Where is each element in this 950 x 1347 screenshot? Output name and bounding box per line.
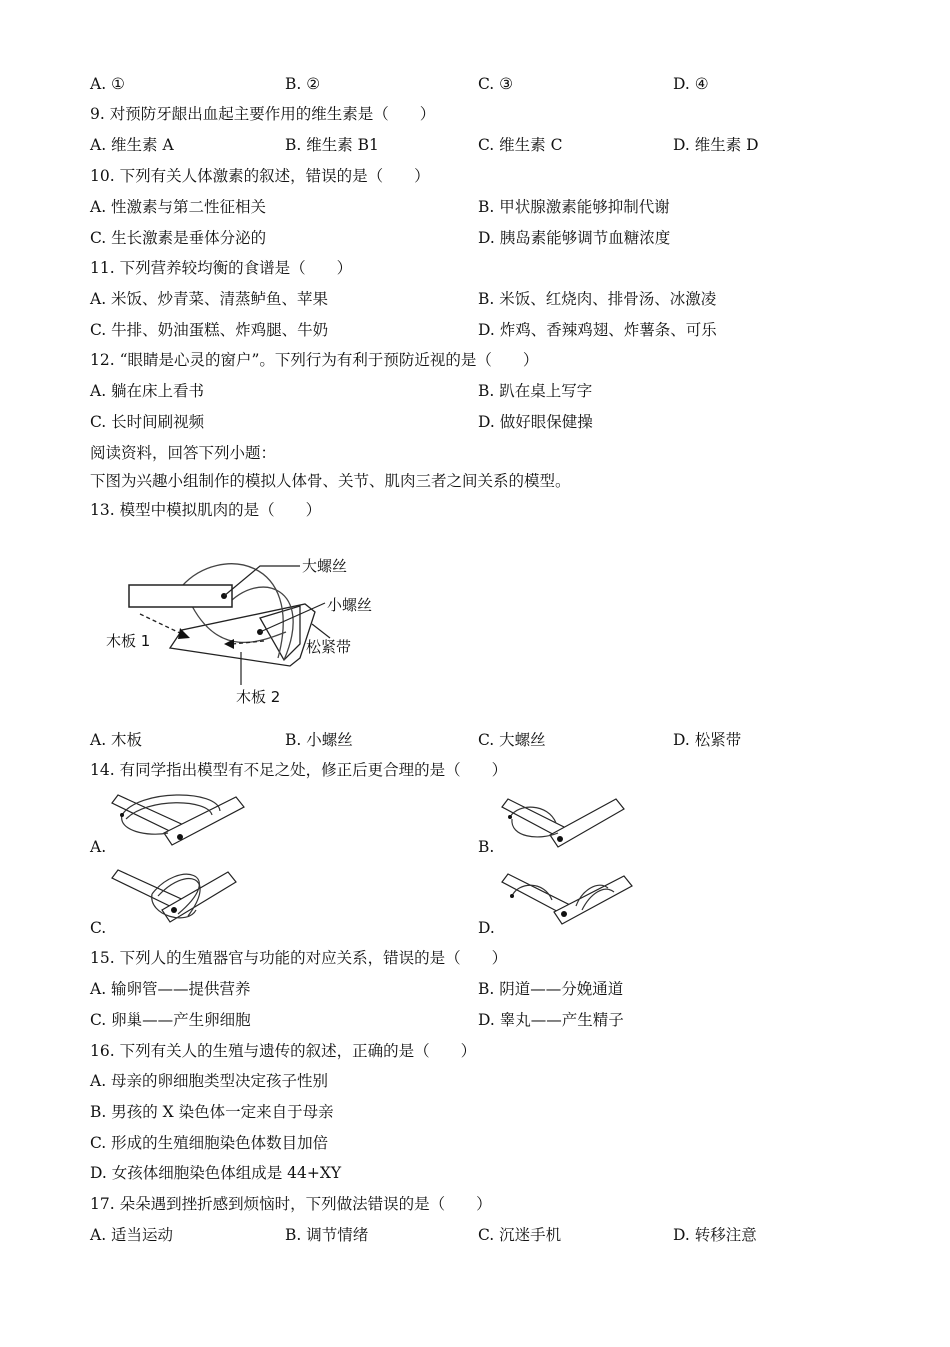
- q14-option-a: A.: [90, 838, 107, 856]
- reading-intro: 阅读资料，回答下列小题：: [90, 444, 277, 462]
- q10-option-d: D. 胰岛素能够调节血糖浓度: [478, 229, 671, 247]
- q14-figure-c: [108, 866, 248, 930]
- q15-option-d: D. 睾丸——产生精子: [478, 1011, 624, 1029]
- q16-option-b: B. 男孩的 X 染色体一定来自于母亲: [90, 1103, 334, 1121]
- q13-option-b: B. 小螺丝: [285, 731, 353, 749]
- q8-option-d: D. ④: [673, 75, 709, 93]
- q8-option-c: C. ③: [478, 75, 514, 93]
- q16-stem: 16. 下列有关人的生殖与遗传的叙述，正确的是（ ）: [90, 1042, 477, 1060]
- q10-option-a: A. 性激素与第二性征相关: [90, 198, 267, 216]
- q8-option-b: B. ②: [285, 75, 321, 93]
- reading-material: 下图为兴趣小组制作的模拟人体骨、关节、肌肉三者之间关系的模型。: [90, 472, 571, 490]
- q16-option-c: C. 形成的生殖细胞染色体数目加倍: [90, 1134, 329, 1152]
- q10-option-c: C. 生长激素是垂体分泌的: [90, 229, 267, 247]
- q11-option-a: A. 米饭、炒青菜、清蒸鲈鱼、苹果: [90, 290, 329, 308]
- q11-option-b: B. 米饭、红烧肉、排骨汤、冰激凌: [478, 290, 717, 308]
- q13-stem: 13. 模型中模拟肌肉的是（ ）: [90, 501, 322, 519]
- q14-figure-b: [498, 793, 638, 853]
- q13-option-d: D. 松紧带: [673, 731, 742, 749]
- q11-option-d: D. 炸鸡、香辣鸡翅、炸薯条、可乐: [478, 321, 717, 339]
- q15-option-a: A. 输卵管——提供营养: [90, 980, 251, 998]
- q14-figure-d: [498, 866, 638, 930]
- q8-option-a: A. ①: [90, 75, 125, 93]
- q14-option-b: B.: [478, 838, 495, 856]
- q13-option-a: A. 木板: [90, 731, 143, 749]
- q11-option-c: C. 牛排、奶油蛋糕、炸鸡腿、牛奶: [90, 321, 329, 339]
- q14-stem: 14. 有同学指出模型有不足之处，修正后更合理的是（ ）: [90, 761, 508, 779]
- q9-option-c: C. 维生素 C: [478, 136, 563, 154]
- q14-figure-a: [108, 793, 258, 853]
- q17-option-a: A. 适当运动: [90, 1226, 174, 1244]
- q14-option-d: D.: [478, 919, 495, 937]
- q13-option-c: C. 大螺丝: [478, 731, 546, 749]
- q10-stem: 10. 下列有关人体激素的叙述，错误的是（ ）: [90, 167, 430, 185]
- q15-stem: 15. 下列人的生殖器官与功能的对应关系，错误的是（ ）: [90, 949, 508, 967]
- q12-option-d: D. 做好眼保健操: [478, 413, 593, 431]
- q17-option-c: C. 沉迷手机: [478, 1226, 562, 1244]
- label-strap: 松紧带: [306, 638, 352, 656]
- q14-option-c: C.: [90, 919, 107, 937]
- q9-option-b: B. 维生素 B1: [285, 136, 379, 154]
- label-small-screw: 小螺丝: [327, 596, 373, 614]
- q12-stem: 12. “眼睛是心灵的窗户”。下列行为有利于预防近视的是（ ）: [90, 351, 539, 369]
- label-big-screw: 大螺丝: [302, 557, 348, 575]
- q17-option-b: B. 调节情绪: [285, 1226, 369, 1244]
- q16-option-d: D. 女孩体细胞染色体组成是 44+XY: [90, 1164, 342, 1182]
- q12-option-a: A. 躺在床上看书: [90, 382, 205, 400]
- q17-stem: 17. 朵朵遇到挫折感到烦恼时，下列做法错误的是（ ）: [90, 1195, 492, 1213]
- q17-option-d: D. 转移注意: [673, 1226, 757, 1244]
- big-screw-leader: [224, 566, 300, 596]
- q16-option-a: A. 母亲的卵细胞类型决定孩子性别: [90, 1072, 329, 1090]
- q12-option-b: B. 趴在桌上写字: [478, 382, 593, 400]
- q12-option-c: C. 长时间刷视频: [90, 413, 205, 431]
- q9-stem: 9. 对预防牙龈出血起主要作用的维生素是（ ）: [90, 105, 436, 123]
- q15-option-b: B. 阴道——分娩通道: [478, 980, 624, 998]
- joint-model-figure: [100, 548, 400, 713]
- label-board-2: 木板 2: [236, 688, 281, 706]
- q9-option-a: A. 维生素 A: [90, 136, 174, 154]
- motion-arrow-1: [140, 614, 182, 634]
- q10-option-b: B. 甲状腺激素能够抑制代谢: [478, 198, 670, 216]
- q9-option-d: D. 维生素 D: [673, 136, 759, 154]
- q15-option-c: C. 卵巢——产生卵细胞: [90, 1011, 251, 1029]
- board-1-shape: [129, 585, 232, 607]
- q11-stem: 11. 下列营养较均衡的食谱是（ ）: [90, 259, 353, 277]
- label-board-1: 木板 1: [106, 632, 151, 650]
- strap-leader: [312, 624, 330, 638]
